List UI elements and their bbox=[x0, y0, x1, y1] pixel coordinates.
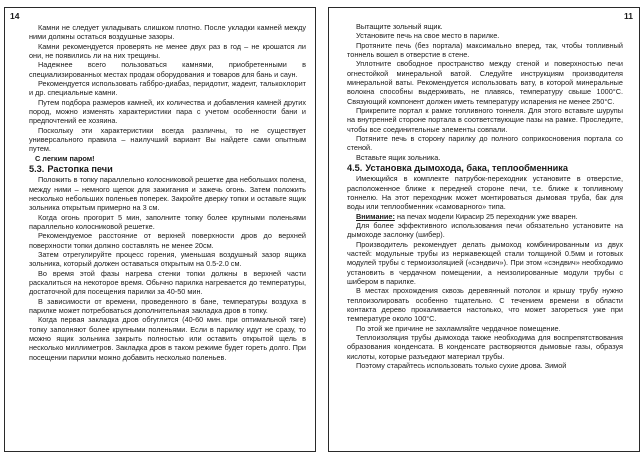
paragraph: Протяните печь (без портала) максимально вперед, так, чтобы топливный тоннель вошел в отверстие в стене. bbox=[347, 40, 623, 60]
paragraph: Когда огонь прогорит 5 мин, заполните топку более крупными поленьями параллельно колосниковой решетке. bbox=[29, 212, 306, 231]
text-column bbox=[347, 22, 623, 370]
paragraph: Камни рекомендуется проверять не менее двух раз в год – не крошатся ли они, не появились ли на них трещины. bbox=[29, 41, 306, 61]
paragraph: В местах прохождения сквозь деревянный потолок и крышу трубу нужно теплоизолировать особенно тщательно. С течением времени в области контакта дерево прокаливается настолько, что может загореться уже при температуре около 100°С. bbox=[347, 286, 623, 324]
paragraph: Когда первая закладка дров обгуглится (40-60 мин. при оптимальной тяге) топку заполняют более крупными поленьями. Если в парилку идут не сразу, то можно ящик зольника закрыть полностью или оставить открытой щель в несколько миллиметров. Закладка дров в таком режиме будет гореть долго. При посещении парилки можно добавить несколько поленьев. bbox=[29, 315, 306, 362]
page-number: 11 bbox=[624, 11, 633, 21]
paragraph: Рекомендуемое расстояние от верхней поверхности дров до верхней поверхности топки должно составлять не менее 20см. bbox=[29, 231, 306, 250]
paragraph: Уплотните свободное пространство между стеной и поверхностью печи огнестойкой минеральной ватой. Следуйте инструкциям производителя минеральной ваты. Рекомендуется использовать вату, в которой минеральные волокна способны выдерживать, не плавясь, температуру свыше 1000°С. Связующий компонент должен иметь температуру испарения не менее 250°С. bbox=[347, 59, 623, 106]
paragraph: Установите печь на свое место в парилке. bbox=[356, 31, 500, 41]
paragraph: Прикрепите портал к рамке топливного тоннеля. Для этого вставьте шурупы на внутренней стороне портала в соответствующие пазы на рамке. Проследите, чтобы все соединительные элементы совпали. bbox=[347, 106, 623, 134]
paragraph: Рекомендуется использовать габбро-диабаз, перидотит, жадеит, талькохлорит и др. специальные камни. bbox=[29, 79, 306, 98]
paragraph: Вставьте ящик зольника. bbox=[356, 152, 441, 162]
notice-label: Внимание: bbox=[356, 211, 395, 221]
section-number: 4.5. bbox=[347, 163, 363, 174]
left-page bbox=[4, 7, 316, 452]
text-column bbox=[29, 23, 306, 362]
paragraph: Производитель рекомендует делать дымоход комбинированным из двух частей: модульные трубы из нержавеющей стали толщиной 0.5мм и готовых модулей трубы с термоизоляцией («сэндвич»). При этом «сэндвич» необходимо установить в чердачном помещении, а неизолированные модули трубы с шибером в парилке. bbox=[347, 239, 623, 286]
section-heading bbox=[347, 163, 623, 174]
notice-text: на печах модели Кирасир 25 переходник уже вварен. bbox=[396, 211, 578, 221]
paragraph: Поэтому старайтесь использовать только сухие дрова. Зимой bbox=[356, 361, 567, 371]
notice-paragraph bbox=[347, 212, 623, 221]
paragraph: По этой же причине не захламляйте чердачное помещение. bbox=[356, 323, 561, 333]
section-number: 5.3. bbox=[29, 164, 45, 175]
paragraph: Камни не следует укладывать слишком плотно. После укладки камней между ними должны остаться воздушные зазоры. bbox=[29, 23, 306, 42]
paragraph: Имеющийся в комплекте патрубок-переходник установите в отверстие, расположенное ближе к передней стороне печи, т.е. ближе к топливному тоннелю. На этот переходник может монтироваться дымовая труба, бак для воды или теплообменник «самоварного» типа. bbox=[347, 174, 623, 212]
right-page bbox=[328, 7, 640, 452]
section-title: Растопка печи bbox=[47, 164, 113, 175]
paragraph: Теплоизоляция трубы дымохода также необходима для воспрепятствования образования конденсата. В конденсате растворяются дымовые газы, образуя кислоты, которые разъедают материал трубы. bbox=[347, 333, 623, 361]
paragraph: Затем отрегулируйте процесс горения, уменьшая воздушный зазор ящика зольника, который должен оставаться открытым на 0.5-2.0 см. bbox=[29, 249, 306, 269]
section-title: Установка дымохода, бака, теплообменника bbox=[365, 163, 569, 174]
paragraph: Положить в топку параллельно колосниковой решетке два небольших полена, между ними – немного щепок для зажигания и зажечь огонь. Затем положить несколько небольших поленьев поперек. Закройте дверку топки и оставьте ящик зольника открытым примерно на 3 см. bbox=[29, 175, 306, 213]
page-number: 14 bbox=[10, 11, 20, 21]
paragraph: Поскольку эти характеристики всегда различны, то не существует универсального правила – наилучший вариант Вы найдете сами опытным путем. bbox=[29, 125, 306, 154]
paragraph: Надежнее всего пользоваться камнями, приобретенными в специализированных местах продаж оборудования и товаров для бань и саун. bbox=[29, 60, 306, 79]
paragraph: В зависимости от времени, проведенного в бане, температуры воздуха в парилке может потребоваться дополнительная закладка дров в топку. bbox=[29, 296, 306, 315]
paragraph: Путем подбора размеров камней, их количества и добавления камней других пород, можно изменять характеристики пара с учетом особенности бани и предпочтений ее хозяина. bbox=[29, 97, 306, 126]
section-heading bbox=[29, 164, 306, 175]
paragraph: Во время этой фазы нагрева стенки топки должны в верхней части раскалиться на некоторое время. Обычно парилка нагревается до температуры, достаточной для посещения парилки за 40-50 мин. bbox=[29, 268, 306, 297]
paragraph: Вытащите зольный ящик. bbox=[356, 22, 443, 31]
paragraph: Потяните печь в сторону парилку до полного соприкосновения портала со стеной. bbox=[347, 134, 623, 153]
closing-note: С легким паром! bbox=[35, 153, 95, 163]
paragraph: Для более эффективного использования печи обязательно установите на дымоходе заслонку (шибер). bbox=[347, 220, 623, 240]
